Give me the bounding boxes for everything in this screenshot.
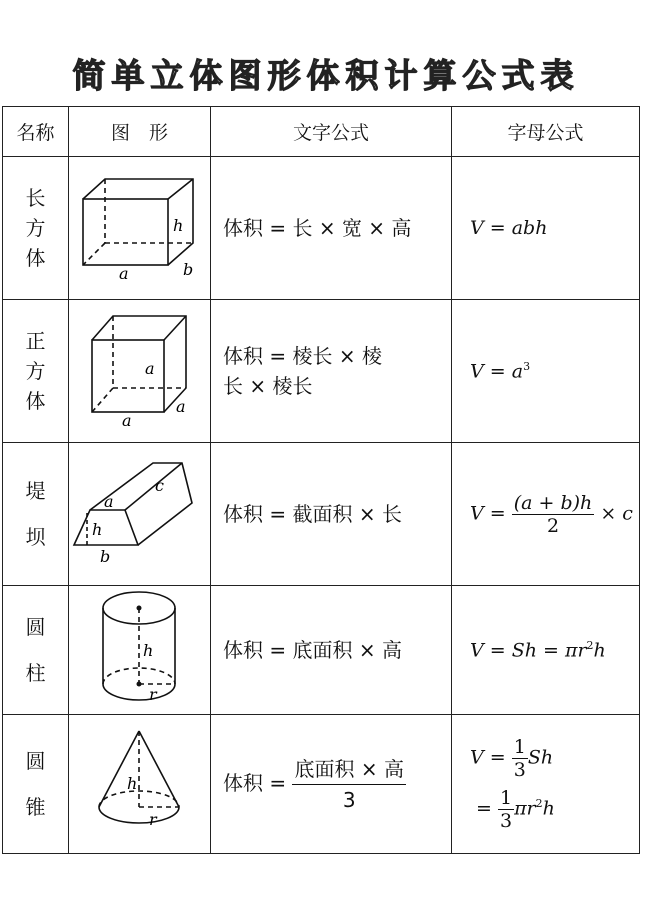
svg-text:a: a: [103, 491, 114, 511]
dam-icon: [70, 455, 210, 570]
letter-formula: V = $\frac{(a + b)h}{2}$ × c: [452, 443, 640, 586]
header-word-formula: 文字公式: [211, 107, 452, 157]
cylinder-icon: [95, 588, 185, 708]
cone-figure: [69, 715, 211, 854]
table-row: [3, 586, 640, 715]
table-header-row: [3, 107, 640, 157]
cube-figure: [69, 300, 211, 443]
word-formula: 体积 = 底面积 × 高: [211, 586, 452, 715]
cylinder-figure: [69, 586, 211, 715]
svg-text:h: h: [142, 641, 153, 660]
cone-icon: [95, 727, 185, 837]
shape-name: 圆 锥: [3, 715, 69, 854]
svg-text:b: b: [99, 546, 110, 566]
svg-text:a: a: [121, 410, 132, 427]
header-figure: 图 形: [69, 107, 211, 157]
svg-text:h: h: [91, 519, 102, 539]
shape-name: 正 方 体: [3, 300, 69, 443]
cuboid-icon: [75, 171, 205, 281]
cuboid-figure: [69, 157, 211, 300]
svg-text:r: r: [148, 810, 157, 829]
shape-name: 圆 柱: [3, 586, 69, 715]
svg-text:h: h: [172, 216, 183, 235]
page-title: 简单立体图形体积计算公式表: [72, 56, 580, 95]
table-row: [3, 715, 640, 854]
svg-text:a: a: [144, 358, 155, 378]
letter-formula: $V = Sh = \pi r^2h$: [452, 586, 640, 715]
word-formula: 体积 = 长 × 宽 × 高: [211, 157, 452, 300]
svg-text:b: b: [182, 260, 193, 279]
header-name: 名称: [3, 107, 69, 157]
table-row: [3, 300, 640, 443]
svg-text:a: a: [118, 264, 129, 281]
shape-name: 长 方 体: [3, 157, 69, 300]
svg-text:r: r: [148, 685, 157, 704]
svg-text:c: c: [154, 475, 164, 495]
dam-figure: [69, 443, 211, 586]
table-row: [3, 157, 640, 300]
letter-formula: $V = a^3$: [452, 300, 640, 443]
svg-text:h: h: [126, 774, 137, 793]
word-formula: 体积 = 棱长 × 棱 长 × 棱长: [211, 300, 452, 443]
word-formula: 体积 = 截面积 × 长: [211, 443, 452, 586]
word-formula: 体积 = $\frac{\text{底面积 × 高}}{3}$: [211, 715, 452, 854]
cube-icon: [80, 312, 200, 427]
letter-formula: V = $\frac{1}{3}$ Sh = $\frac{1}{3}$ $\pi r^2h$: [452, 715, 640, 854]
svg-text:a: a: [175, 396, 186, 416]
formula-table: [2, 106, 640, 854]
letter-formula: V = abh: [452, 157, 640, 300]
header-letter-formula: 字母公式: [452, 107, 640, 157]
shape-name: 堤 坝: [3, 443, 69, 586]
table-row: [3, 443, 640, 586]
